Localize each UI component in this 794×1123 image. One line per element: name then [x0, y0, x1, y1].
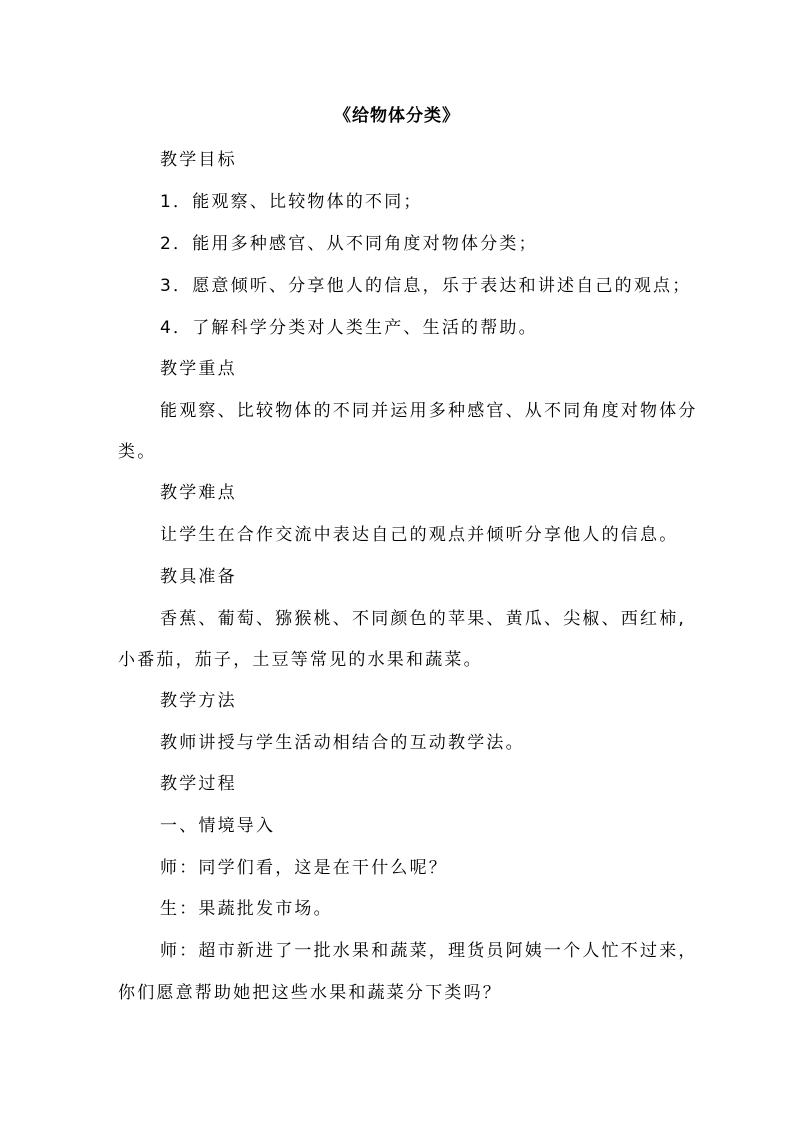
key-points-text-cont: 类。 [118, 442, 157, 462]
heading-methods: 教学方法 [160, 691, 237, 711]
heading-teaching-goals: 教学目标 [160, 150, 237, 170]
materials-text: 香蕉、葡萄、猕猴桃、不同颜色的苹果、黄瓜、尖椒、西红柿, [160, 609, 687, 629]
key-points-text: 能观察、比较物体的不同并运用多种感官、从不同角度对物体分 [160, 401, 698, 421]
goal-item-4: 4．了解科学分类对人类生产、生活的帮助。 [160, 318, 538, 338]
dialogue-line-3: 师：超市新进了一批水果和蔬菜，理货员阿姨一个人忙不过来， [160, 941, 698, 961]
methods-text: 教师讲授与学生活动相结合的互动教学法。 [160, 733, 525, 753]
dialogue-line-3-cont: 你们愿意帮助她把这些水果和蔬菜分下类吗？ [118, 983, 502, 1003]
heading-key-points: 教学重点 [160, 359, 237, 379]
heading-materials: 教具准备 [160, 567, 237, 587]
dialogue-line-1: 师：同学们看，这是在干什么呢？ [160, 858, 448, 878]
goal-item-3: 3．愿意倾听、分享他人的信息，乐于表达和讲述自己的观点； [160, 276, 692, 296]
materials-text-cont: 小番茄，茄子，土豆等常见的水果和蔬菜。 [118, 650, 483, 670]
heading-process: 教学过程 [160, 774, 237, 794]
document-title: 《给物体分类》 [334, 106, 460, 126]
heading-difficulties: 教学难点 [160, 483, 237, 503]
difficulties-text: 让学生在合作交流中表达自己的观点并倾听分享他人的信息。 [160, 525, 679, 545]
goal-item-2: 2．能用多种感官、从不同角度对物体分类； [160, 234, 538, 254]
dialogue-line-2: 生：果蔬批发市场。 [160, 899, 333, 919]
goal-item-1: 1．能观察、比较物体的不同； [160, 192, 423, 212]
process-section-1: 一、情境导入 [160, 816, 276, 836]
